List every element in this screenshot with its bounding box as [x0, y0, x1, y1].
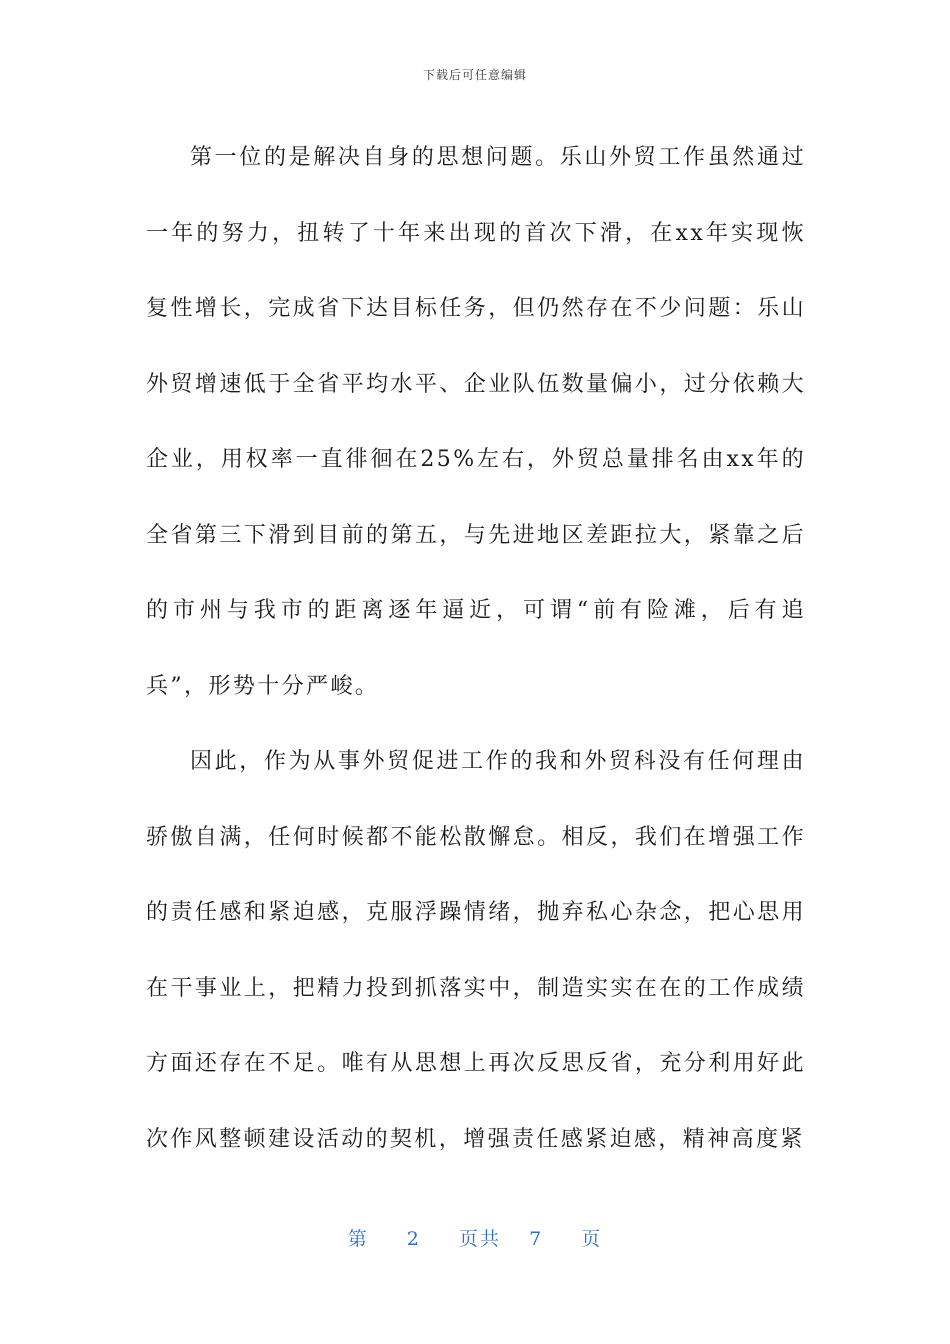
paragraph-1: 第一位的是解决自身的思想问题。乐山外贸工作虽然通过一年的努力，扭转了十年来出现的首次下滑，在xx年实现恢复性增长，完成省下达目标任务，但仍然存在不少问题：乐山外贸增速低于全省平均水平、企业队伍数量偏小，过分依赖大企业，用权率一直徘徊在25%左右，外贸总量排名由xx年的全省第三下滑到目前的第五，与先进地区差距拉大，紧靠之后的市州与我市的距离逐年逼近，可谓“前有险滩，后有追兵”，形势十分严峻。: [146, 145, 806, 699]
current-page-number: 2: [406, 1228, 421, 1250]
footer-suffix: 页: [581, 1228, 603, 1250]
document-body: [146, 120, 806, 1177]
page-header: 下载后可任意编辑: [422, 68, 527, 82]
footer-prefix: 第: [347, 1228, 369, 1250]
page-footer: [0, 1224, 950, 1251]
total-page-count: 7: [529, 1228, 544, 1250]
paragraph-2: 因此，作为从事外贸促进工作的我和外贸科没有任何理由骄傲自满，任何时候都不能松散懈怠。相反，我们在增强工作的责任感和紧迫感，克服浮躁情绪，抛弃私心杂念，把心思用在干事业上，把精力投到抓落实中，制造实实在在的工作成绩方面还存在不足。唯有从思想上再次反思反省，充分利用好此次作风整顿建设活动的契机，增强责任感紧迫感，精神高度紧: [146, 749, 806, 1152]
footer-middle: 页共: [458, 1228, 501, 1250]
